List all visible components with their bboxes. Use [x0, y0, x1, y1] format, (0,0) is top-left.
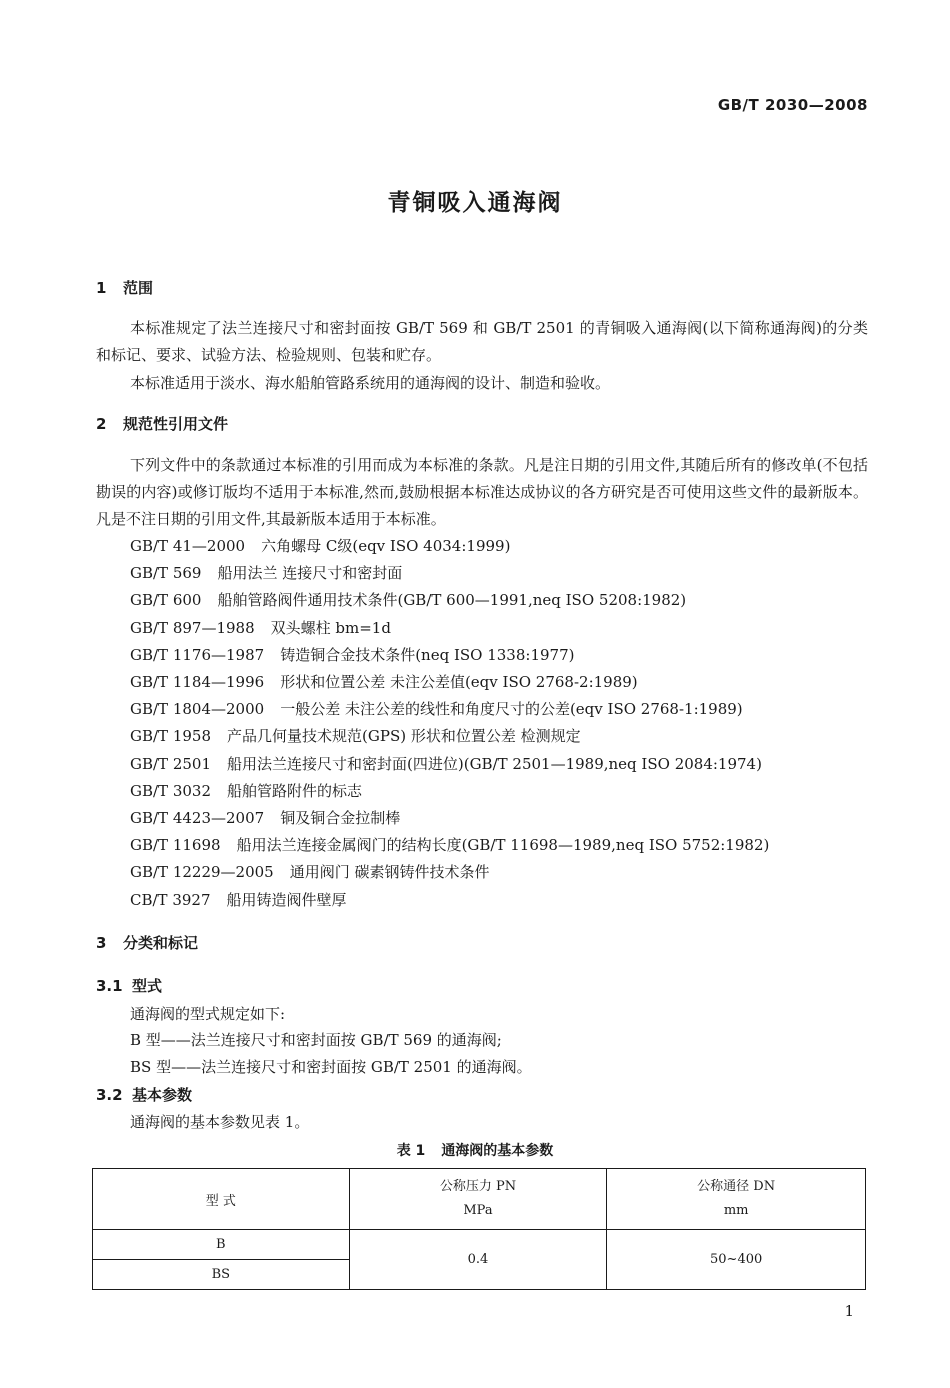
reference-code: GB/T 3032: [130, 781, 212, 800]
section-1-paragraph-2: 本标准适用于淡水、海水船舶管路系统用的通海阀的设计、制造和验收。: [130, 374, 611, 392]
reference-title: 一般公差 未注公差的线性和角度尺寸的公差(eqv ISO 2768-1:1989): [280, 700, 743, 719]
reference-title: 六角螺母 C级(eqv ISO 4034:1999): [261, 537, 511, 555]
page-number: 1: [844, 1302, 854, 1320]
section-number: 3: [96, 934, 107, 952]
diameter-unit: mm: [723, 1203, 749, 1218]
reference-code: GB/T 1184—1996: [130, 673, 265, 692]
type-cell-bs: BS: [93, 1260, 350, 1290]
reference-item: [130, 887, 769, 914]
standard-code: GB/T 2030—2008: [717, 96, 868, 114]
subsection-title: 基本参数: [132, 1086, 193, 1104]
reference-code: GB/T 1958: [130, 727, 212, 746]
reference-code: GB/T 897—1988: [130, 618, 255, 637]
table-header-row: [93, 1169, 866, 1230]
reference-item: [130, 805, 769, 832]
reference-item: [130, 696, 769, 723]
reference-code: CB/T 3927: [130, 890, 211, 909]
section-2-heading: [96, 413, 228, 434]
parameters-intro: 通海阀的基本参数见表 1。: [130, 1113, 310, 1131]
document-title: 青铜吸入通海阀: [387, 190, 563, 216]
column-header-diameter: [607, 1169, 866, 1230]
reference-item: [130, 587, 769, 614]
reference-item: [130, 615, 769, 642]
reference-title: 船用法兰连接尺寸和密封面(四进位)(GB/T 2501—1989,neq ISO 2084:1974): [227, 754, 762, 773]
reference-title: 形状和位置公差 未注公差值(eqv ISO 2768-2:1989): [280, 673, 638, 692]
reference-code: GB/T 4423—2007: [130, 809, 265, 828]
reference-title: 双头螺柱 bm=1d: [270, 618, 391, 637]
type-intro: 通海阀的型式规定如下:: [130, 1005, 286, 1023]
reference-list: [130, 533, 769, 914]
type-cell-b: B: [93, 1230, 350, 1260]
table-caption-title: 通海阀的基本参数: [441, 1143, 554, 1159]
table-row: [93, 1230, 866, 1260]
reference-item: [130, 723, 769, 750]
reference-title: 铜及铜合金拉制棒: [280, 809, 401, 828]
reference-code: GB/T 569: [130, 564, 202, 583]
section-title: 范围: [123, 279, 154, 297]
reference-title: 产品几何量技术规范(GPS) 形状和位置公差 检测规定: [227, 727, 581, 746]
reference-title: 船舶管路阀件通用技术条件(GB/T 600—1991,neq ISO 5208:1982): [217, 591, 687, 610]
reference-item: [130, 533, 769, 560]
pressure-unit: MPa: [463, 1203, 493, 1218]
section-3-heading: [96, 932, 198, 953]
section-number: 1: [96, 279, 107, 297]
pressure-value-cell: 0.4: [349, 1230, 607, 1290]
section-1-paragraph-1: 本标准规定了法兰连接尺寸和密封面按 GB/T 569 和 GB/T 2501 的青铜吸入通海阀(以下简称通海阀)的分类和标记、要求、试验方法、检验规则、包装和贮存。: [96, 319, 868, 364]
subsection-number: 3.1: [96, 977, 123, 995]
section-1-heading: [96, 277, 153, 298]
reference-code: GB/T 600: [130, 591, 202, 610]
reference-item: [130, 751, 769, 778]
section-3-2-heading: [96, 1084, 192, 1105]
table-caption-number: 表 1: [396, 1143, 426, 1159]
type-b-definition: B 型——法兰连接尺寸和密封面按 GB/T 569 的通海阀;: [130, 1031, 502, 1049]
section-title: 分类和标记: [123, 934, 199, 952]
column-header-type: 型 式: [93, 1169, 350, 1230]
pressure-label: 公称压力 PN: [439, 1179, 517, 1194]
reference-code: GB/T 1804—2000: [130, 700, 265, 719]
reference-code: GB/T 12229—2005: [130, 863, 274, 882]
section-number: 2: [96, 415, 107, 433]
section-title: 规范性引用文件: [123, 415, 229, 433]
diameter-label: 公称通径 DN: [697, 1179, 776, 1194]
basic-parameters-table: [92, 1168, 866, 1290]
table-caption: [0, 1140, 950, 1160]
reference-title: 船用法兰 连接尺寸和密封面: [217, 564, 403, 583]
reference-code: GB/T 2501: [130, 754, 212, 773]
reference-item: [130, 642, 769, 669]
section-3-1-heading: [96, 975, 162, 996]
reference-title: 船用法兰连接金属阀门的结构长度(GB/T 11698—1989,neq ISO 5752:1982): [236, 836, 770, 855]
reference-title: 船舶管路附件的标志: [227, 781, 363, 800]
diameter-value-cell: 50~400: [607, 1230, 866, 1290]
reference-title: 通用阀门 碳素钢铸件技术条件: [289, 863, 490, 882]
reference-code: GB/T 11698: [130, 836, 221, 855]
section-2-intro: 下列文件中的条款通过本标准的引用而成为本标准的条款。凡是注日期的引用文件,其随后所有的修改单(不包括勘误的内容)或修订版均不适用于本标准,然而,鼓励根据本标准达成协议的各方研究是否可使用这些文件的最新版本。凡是不注日期的引用文件,其最新版本适用于本标准。: [96, 456, 868, 528]
type-bs-definition: BS 型——法兰连接尺寸和密封面按 GB/T 2501 的通海阀。: [130, 1058, 532, 1076]
reference-title: 船用铸造阀件壁厚: [226, 890, 347, 909]
reference-code: GB/T 1176—1987: [130, 645, 265, 664]
reference-item: [130, 832, 769, 859]
reference-code: GB/T 41—2000: [130, 537, 246, 555]
column-header-pressure: [349, 1169, 607, 1230]
reference-item: [130, 859, 769, 886]
reference-item: [130, 669, 769, 696]
reference-item: [130, 560, 769, 587]
reference-item: [130, 778, 769, 805]
subsection-number: 3.2: [96, 1086, 123, 1104]
subsection-title: 型式: [132, 977, 163, 995]
reference-title: 铸造铜合金技术条件(neq ISO 1338:1977): [280, 645, 575, 664]
